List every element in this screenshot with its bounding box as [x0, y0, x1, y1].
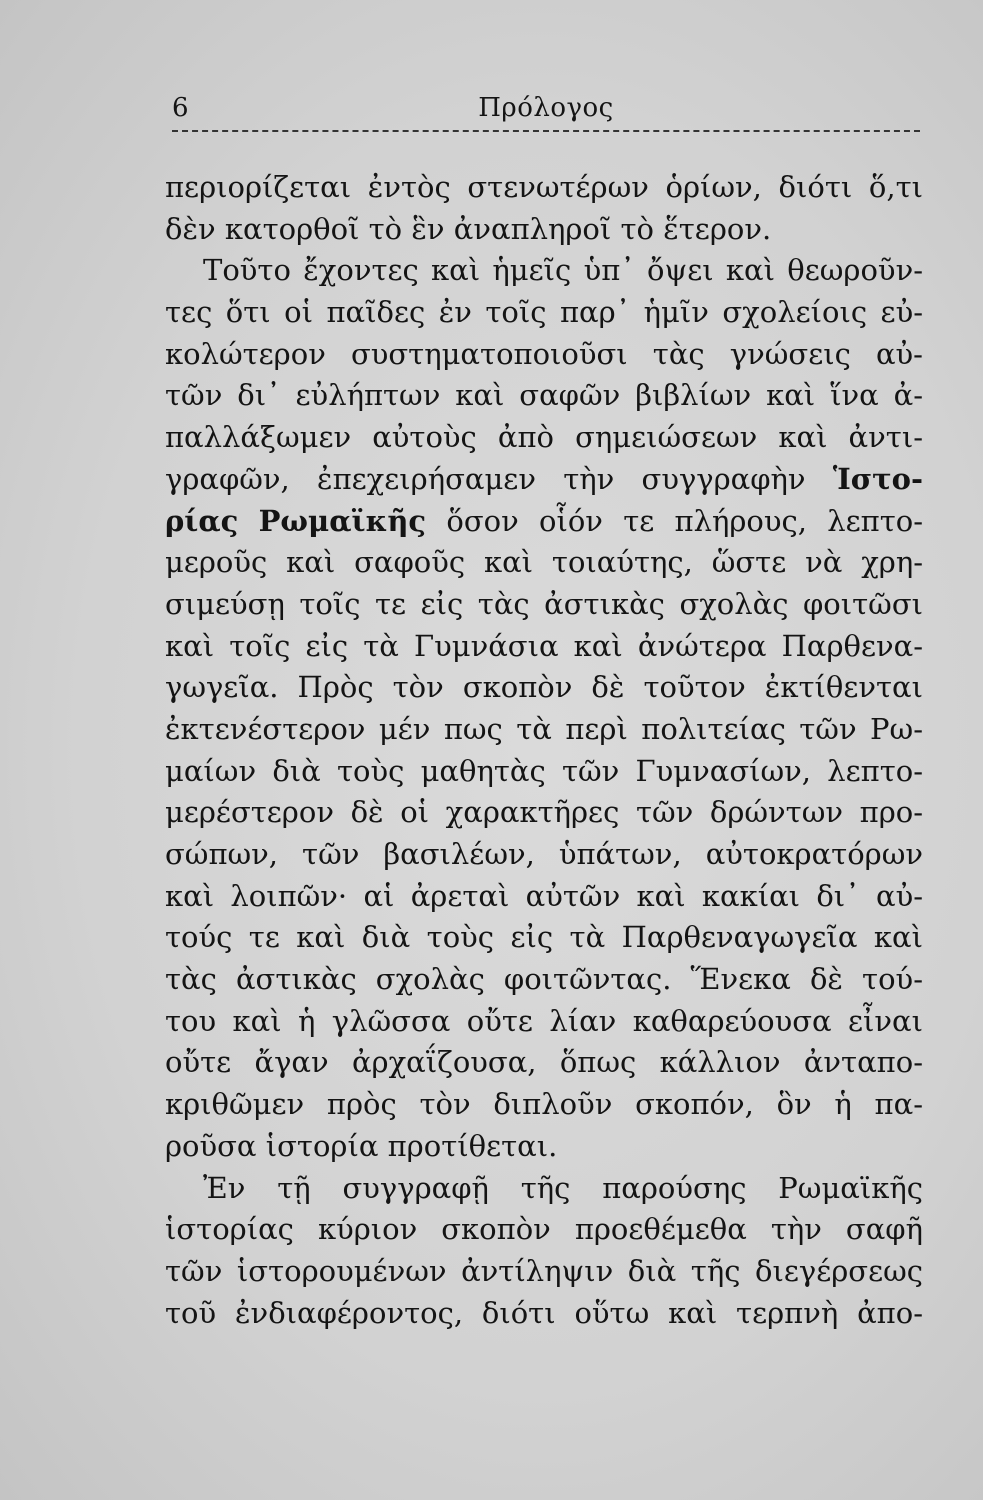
text-line: καὶ τοῖς εἰς τὰ Γυμνάσια καὶ ἀνώτερα Παρθενα-	[165, 628, 923, 663]
text-line	[165, 459, 923, 501]
text-segment: ὅσον οἷόν τε πλήρους, λεπτο-	[446, 503, 924, 538]
header-divider	[172, 130, 920, 132]
text-line: μεροῦς καὶ σαφοῦς καὶ τοιαύτης, ὥστε νὰ χρη-	[165, 545, 923, 580]
text-line: Τοῦτο ἔχοντες καὶ ἡμεῖς ὑπ᾽ ὄψει καὶ θεωροῦν-	[203, 253, 923, 288]
text-line: καὶ λοιπῶν· αἱ ἀρεταὶ αὐτῶν καὶ κακίαι δι᾽ αὐ-	[165, 878, 923, 913]
text-line: σώπων, τῶν βασιλέων, ὑπάτων, αὐτοκρατόρων	[165, 837, 923, 871]
text-line: μαίων διὰ τοὺς μαθητὰς τῶν Γυμνασίων, λεπτο-	[165, 753, 923, 788]
page-number: 6	[172, 93, 189, 123]
text-line: κριθῶμεν πρὸς τὸν διπλοῦν σκοπόν, ὃν ἡ πα-	[165, 1087, 923, 1122]
bold-title-text: ρίας	[165, 503, 239, 538]
text-line: παλλάξωμεν αὐτοὺς ἀπὸ σημειώσεων καὶ ἀντι-	[165, 420, 923, 455]
text-segment: γραφῶν, ἐπεχειρήσαμεν τὴν συγγραφὴν	[165, 461, 806, 496]
text-line: τὰς ἀστικὰς σχολὰς φοιτῶντας. Ἕνεκα δὲ τού-	[165, 962, 923, 997]
text-line: περιορίζεται ἐντὸς στενωτέρων ὁρίων, διότι ὅ,τι	[165, 170, 923, 204]
text-line	[165, 501, 923, 543]
text-line: τοῦ ἐνδιαφέροντος, διότι οὕτω καὶ τερπνὴ ἀπο-	[165, 1295, 923, 1330]
text-line: ἱστορίας κύριον σκοπὸν προεθέμεθα τὴν σαφῆ	[165, 1212, 923, 1247]
bold-title-text: Ρωμαϊκῆς	[258, 503, 427, 538]
text-line: ἐκτενέστερον μέν πως τὰ περὶ πολιτείας τῶν Ρω-	[165, 711, 923, 746]
text-line: τούς τε καὶ διὰ τοὺς εἰς τὰ Παρθεναγωγεῖα καὶ	[165, 920, 923, 955]
text-line: Ἐν τῇ συγγραφῇ τῆς παρούσης Ρωμαϊκῆς	[203, 1170, 923, 1205]
running-title: Πρόλογος	[478, 93, 614, 123]
text-line: τες ὅτι οἱ παῖδες ἐν τοῖς παρ᾽ ἡμῖν σχολείοις εὐ-	[165, 295, 923, 330]
text-line: γωγεῖα. Πρὸς τὸν σκοπὸν δὲ τοῦτον ἐκτίθενται	[165, 670, 923, 705]
running-head	[172, 88, 920, 128]
text-line: δὲν κατορθοῖ τὸ ἓν ἀναπληροῖ τὸ ἕτερον.	[165, 211, 772, 246]
text-line: του καὶ ἡ γλῶσσα οὔτε λίαν καθαρεύουσα εἶναι	[165, 1003, 923, 1038]
bold-title-text: Ἱστο-	[832, 461, 923, 496]
text-line: τῶν ἱστορουμένων ἀντίληψιν διὰ τῆς διεγέρσεως	[165, 1253, 923, 1288]
body-text	[165, 167, 923, 1334]
text-line: τῶν δι᾽ εὐλήπτων καὶ σαφῶν βιβλίων καὶ ἵνα ἀ-	[165, 378, 923, 413]
text-line: ροῦσα ἱστορία προτίθεται.	[165, 1128, 558, 1163]
text-line: μερέστερον δὲ οἱ χαρακτῆρες τῶν δρώντων προ-	[165, 795, 923, 830]
text-line: οὔτε ἄγαν ἀρχαΐζουσα, ὅπως κάλλιον ἀνταπο-	[165, 1045, 923, 1080]
text-line: κολώτερον συστηματοποιοῦσι τὰς γνώσεις αὐ-	[165, 336, 923, 371]
text-line: σιμεύσῃ τοῖς τε εἰς τὰς ἀστικὰς σχολὰς φοιτῶσι	[165, 586, 923, 621]
